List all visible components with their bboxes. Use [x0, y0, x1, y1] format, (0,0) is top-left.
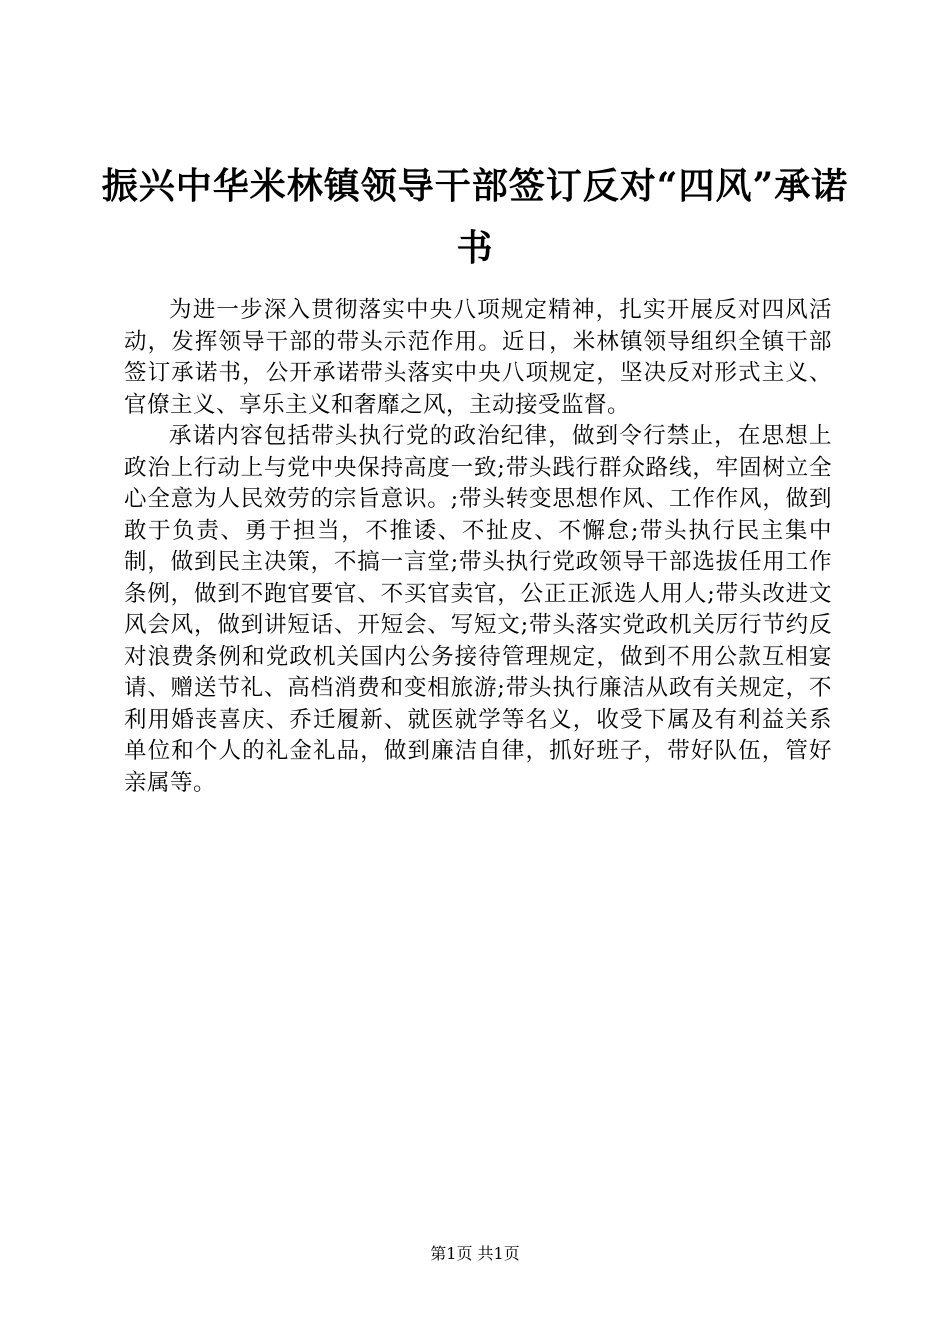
paragraph-commitments: 承诺内容包括带头执行党的政治纪律，做到令行禁止，在思想上政治上行动上与党中央保持高度一致;带头践行群众路线，牢固树立全心全意为人民效劳的宗旨意识。;带头转变思想作风、工作作风，做到敢于负责、勇于担当，不推诿、不扯皮、不懈怠;带头执行民主集中制，做到民主决策，不搞一言堂;带头执行党政领导干部选拔任用工作条例，做到不跑官要官、不买官卖官，公正正派选人用人;带头改进文风会风，做到讲短话、开短会、写短文;带头落实党政机关厉行节约反对浪费条例和党政机关国内公务接待管理规定，做到不用公款互相宴请、赠送节礼、高档消费和变相旅游;带头执行廉洁从政有关规定，不利用婚丧喜庆、乔迁履新、就医就学等名义，收受下属及有利益关系单位和个人的礼金礼品，做到廉洁自律，抓好班子，带好队伍，管好亲属等。 [124, 423, 832, 796]
paragraph-intro: 为进一步深入贯彻落实中央八项规定精神，扎实开展反对四风活动，发挥领导干部的带头示范作用。近日，米林镇领导组织全镇干部签订承诺书，公开承诺带头落实中央八项规定，坚决反对形式主义、官僚主义、享乐主义和奢靡之风，主动接受监督。 [124, 297, 832, 418]
page-footer: 第1页 共1页 [430, 1244, 520, 1263]
document-title: 振兴中华米林镇领导干部签订反对“四风”承诺书 [101, 165, 849, 269]
document-body [124, 295, 832, 799]
